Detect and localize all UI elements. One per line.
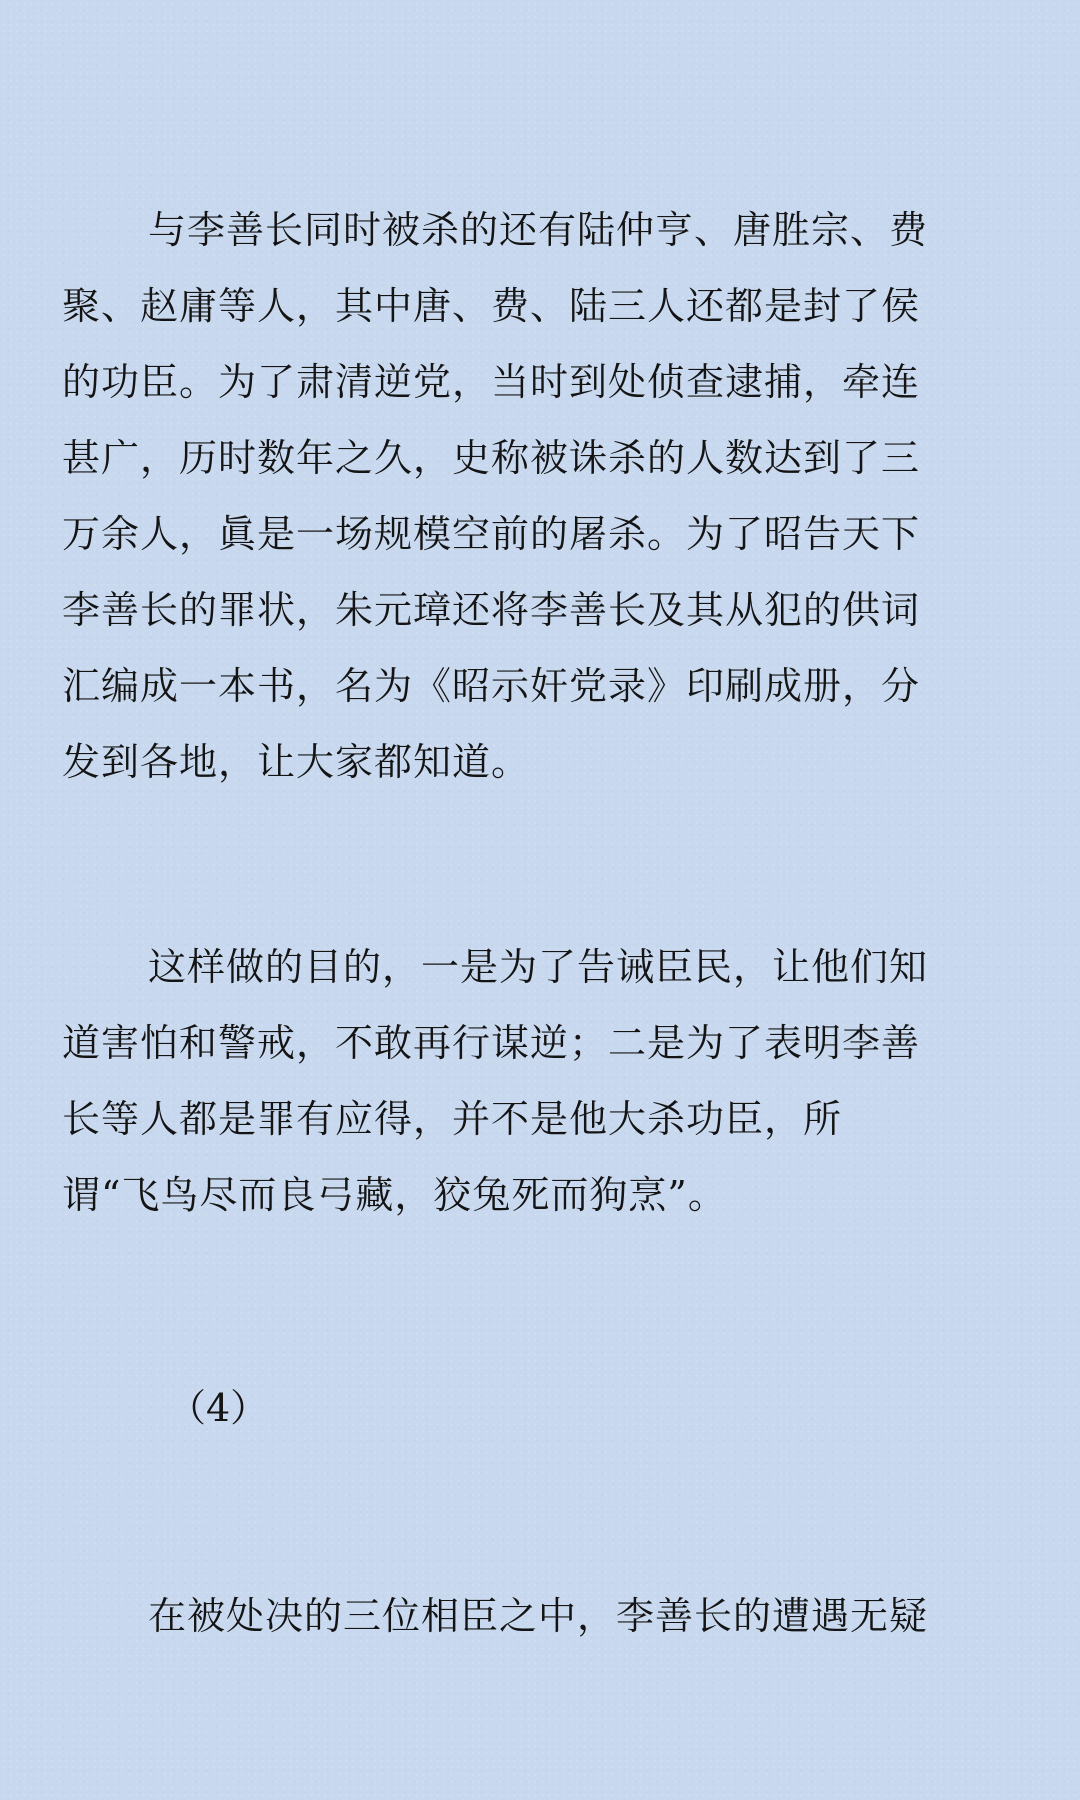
text-line: 李善长的罪状，朱元璋还将李善长及其从犯的供词 bbox=[62, 588, 921, 632]
text-line: 在被处决的三位相臣之中，李善长的遭遇无疑 bbox=[148, 1594, 929, 1638]
text-line: 聚、赵庸等人，其中唐、费、陆三人还都是封了侯 bbox=[62, 284, 921, 328]
paragraph-1 bbox=[62, 192, 1022, 800]
text-line: 与李善长同时被杀的还有陆仲亨、唐胜宗、费 bbox=[148, 208, 929, 252]
text-line: 发到各地，让大家都知道。 bbox=[62, 740, 531, 784]
text-line: 的功臣。为了肃清逆党，当时到处侦查逮捕，牵连 bbox=[62, 360, 921, 404]
text-line: 甚广，历时数年之久，史称被诛杀的人数达到了三 bbox=[62, 436, 921, 480]
text-line: 这样做的目的，一是为了告诫臣民，让他们知 bbox=[148, 945, 929, 989]
text-line: 谓“飞鸟尽而良弓藏，狡兔死而狗烹”。 bbox=[62, 1173, 727, 1217]
paragraph-3 bbox=[62, 1578, 1022, 1654]
paragraph-2 bbox=[62, 929, 1022, 1233]
text-line: 万余人，眞是一场规模空前的屠杀。为了昭告天下 bbox=[62, 512, 921, 556]
text-line: 长等人都是罪有应得，并不是他大杀功臣，所 bbox=[62, 1097, 843, 1141]
section-number: （4） bbox=[168, 1386, 269, 1430]
text-line: 汇编成一本书，名为《昭示奸党录》印刷成册，分 bbox=[62, 664, 921, 708]
text-line: 道害怕和警戒，不敢再行谋逆；二是为了表明李善 bbox=[62, 1021, 921, 1065]
